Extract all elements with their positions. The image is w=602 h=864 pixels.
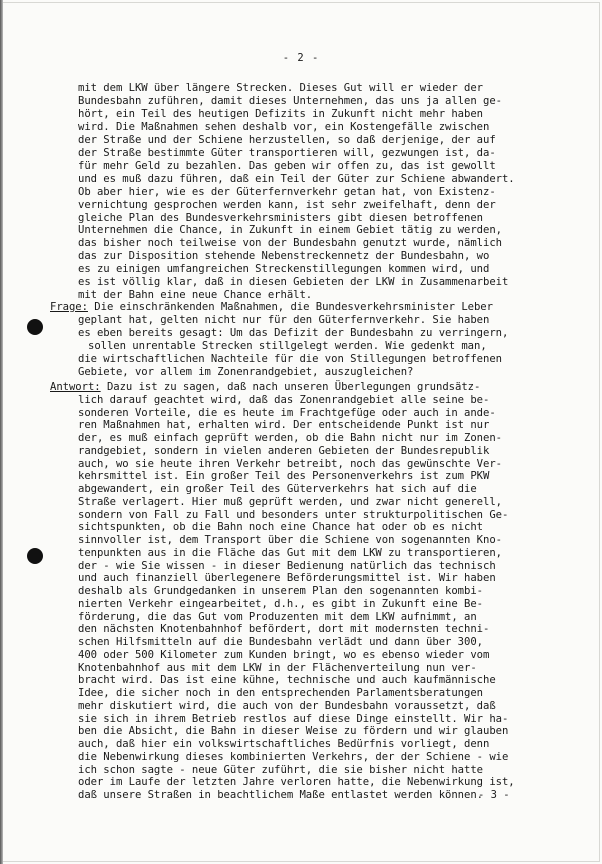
answer-text: Dazu ist zu sagen, daß nach unseren Überlegungen grundsätz- <box>100 381 481 393</box>
text-line: deshalb als Grundgedanken in unserem Plan den sogenannten kombi- <box>78 585 483 597</box>
text-line: sie sich in ihrem Betrieb restlos auf diese Dinge einstellt. Wir ha- <box>78 712 509 725</box>
page-number-top: - 2 - <box>282 52 320 64</box>
text-line: mit der Bahn eine neue Chance erhält. <box>78 289 313 302</box>
text-line: ich schon sagte - neue Güter zuführt, die sie bisher nicht hatte <box>78 763 483 776</box>
text-line: die wirtschaftlichen Nachteile für die von Stillegungen betroffenen <box>78 353 502 365</box>
text-line: kehrsmittel ist. Ein großer Teil des Personenverkehrs ist zum PKW <box>78 470 490 483</box>
text-line: Idee, die sicher noch in den entsprechenden Parlamentsberatungen <box>78 687 483 699</box>
text-line: der - wie Sie wissen - in dieser Bedienung natürlich das technisch <box>78 559 496 572</box>
text-line: den nächsten Knotenbahnhof befördert, dort mit modernsten techni- <box>78 623 490 636</box>
text-line: sondern von Fall zu Fall und besonders unter strukturpolitischen Ge- <box>78 508 509 521</box>
text-line: Knotenbahnhof aus mit dem LKW in der Flächenverteilung nun ver- <box>78 661 477 674</box>
text-line: hört, ein Teil des heutigen Defizits in Zukunft nicht mehr haben <box>78 107 483 120</box>
text-line: auch, daß hier ein volkswirtschaftliches Bedürfnis vorliegt, denn <box>78 738 490 750</box>
text-line: tenpunkten aus in die Fläche das Gut mit dem LKW zu transportieren, <box>78 546 502 559</box>
text-line: Unternehmen die Chance, in Zukunft in einem Gebiet tätig zu werden, <box>78 224 502 237</box>
text-line: Straße verlagert. Hier muß geprüft werden, und zwar nicht generell, <box>78 495 502 508</box>
text-line: der Straße bestimmte Güter transportieren will, gezwungen ist, da- <box>78 146 496 159</box>
text-line: es zu einigen umfangreichen Streckenstillegungen kommen wird, und <box>78 263 490 276</box>
punch-hole-top <box>27 319 43 335</box>
text-line: das bisher noch teilweise von der Bundesbahn genutzt wurde, nämlich <box>78 237 502 250</box>
text-line: gleiche Plan des Bundesverkehrsministers gibt diesen betroffenen <box>78 211 483 224</box>
text-line: mit dem LKW über längere Strecken. Dieses Gut will er wieder der <box>78 82 483 94</box>
text-line: und auch finanziell überlegenere Beförderungsmittel ist. Wir haben <box>78 572 496 585</box>
text-line: das zur Disposition stehende Nebenstreckennetz der Bundesbahn, wo <box>78 250 490 263</box>
text-line: ren Maßnahmen hat, erhalten wird. Der entscheidende Punkt ist nur <box>78 419 490 432</box>
question-label: Frage: <box>50 301 88 313</box>
text-line: lich darauf geachtet wird, daß das Zonenrandgebiet alle seine be- <box>78 393 490 406</box>
scan-edge-shadow <box>0 0 3 864</box>
text-line: sinnvoller ist, dem Transport über die Schiene von sogenannten Kno- <box>78 534 502 546</box>
text-line: oder im Laufe der letzten Jahre verloren hatte, die Nebenwirkung ist, <box>78 776 515 789</box>
text-line: sichtspunkten, ob die Bahn noch eine Chance hat oder ob es nicht <box>78 521 483 534</box>
text-line: randgebiet, sondern in vielen anderen Gebieten der Bundesrepublik <box>78 444 490 457</box>
text-line: der Straße und der Schiene herzustellen, so daß derjenige, der auf <box>78 133 496 146</box>
text-line: auch, wo sie heute ihren Verkehr betreibt, noch das gewünschte Ver- <box>78 457 502 470</box>
text-line: wird. Die Maßnahmen sehen deshalb vor, ein Kostengefälle zwischen <box>78 120 490 133</box>
question-text: Die einschränkenden Maßnahmen, die Bundesverkehrsminister Leber <box>87 301 493 313</box>
text-line: schen Hilfsmitteln auf die Bundesbahn verlädt und dann über 300, <box>78 636 483 648</box>
text-line: sonderen Vorteile, die es heute im Frachtgefüge oder auch in ande- <box>78 406 496 419</box>
text-line: förderung, die das Gut vom Produzenten mit dem LKW aufnimmt, an <box>78 610 477 623</box>
text-line: Gebiete, vor allem im Zonenrandgebiet, auszugleichen? <box>78 366 414 378</box>
text-line: die Nebenwirkung dieses kombinierten Verkehrs, der der Schiene - wie <box>78 750 509 763</box>
question-first-line <box>50 301 493 313</box>
text-line: mehr diskutiert wird, die auch von der Bundesbahn voraussetzt, daß <box>78 699 496 712</box>
text-line: ben die Absicht, die Bahn in dieser Weise zu fördern und wir glauben <box>78 725 509 738</box>
text-line: abgewandert, ein großer Teil des Güterverkehrs hat sich auf die <box>78 483 477 495</box>
text-line: nierten Verkehr eingearbeitet, d.h., es gibt in Zukunft eine Be- <box>78 597 483 610</box>
text-line: 400 oder 500 Kilometer zum Kunden bringt, wo es ebenso wieder vom <box>78 648 490 661</box>
text-line: sollen unrentable Strecken stillgelegt werden. Wie gedenkt man, <box>88 340 487 352</box>
answer-first-line <box>50 381 480 393</box>
text-line: vernichtung gesprochen werden kann, ist sehr zweifelhaft, denn der <box>78 198 496 211</box>
text-line: es eben bereits gesagt: Um das Defizit der Bundesbahn zu verringern, <box>78 327 509 339</box>
page-number-bottom: - 3 - <box>478 789 510 801</box>
text-line: Ob aber hier, wie es der Güterfernverkehr getan hat, von Existenz- <box>78 185 496 198</box>
text-line: bracht wird. Das ist eine kühne, technische und auch kaufmännische <box>78 674 496 687</box>
punch-hole-bottom <box>27 548 43 564</box>
text-line: für mehr Geld zu bezahlen. Das geben wir offen zu, das ist gewollt <box>78 159 496 172</box>
text-line: geplant hat, gelten nicht nur für den Güterfernverkehr. Sie haben <box>78 314 490 326</box>
text-line: es ist völlig klar, daß in diesen Gebieten der LKW in Zusammenarbeit <box>78 276 509 289</box>
text-line: Bundesbahn zuführen, damit dieses Unternehmen, das uns ja allen ge- <box>78 94 502 107</box>
text-line: und es muß dazu führen, daß ein Teil der Güter zur Schiene abwandert. <box>78 172 515 185</box>
text-line: der, es muß einfach geprüft werden, ob die Bahn nicht nur im Zonen- <box>78 432 502 444</box>
answer-label: Antwort: <box>50 381 101 393</box>
text-line: daß unsere Straßen in beachtlichem Maße entlastet werden können. <box>78 789 483 801</box>
